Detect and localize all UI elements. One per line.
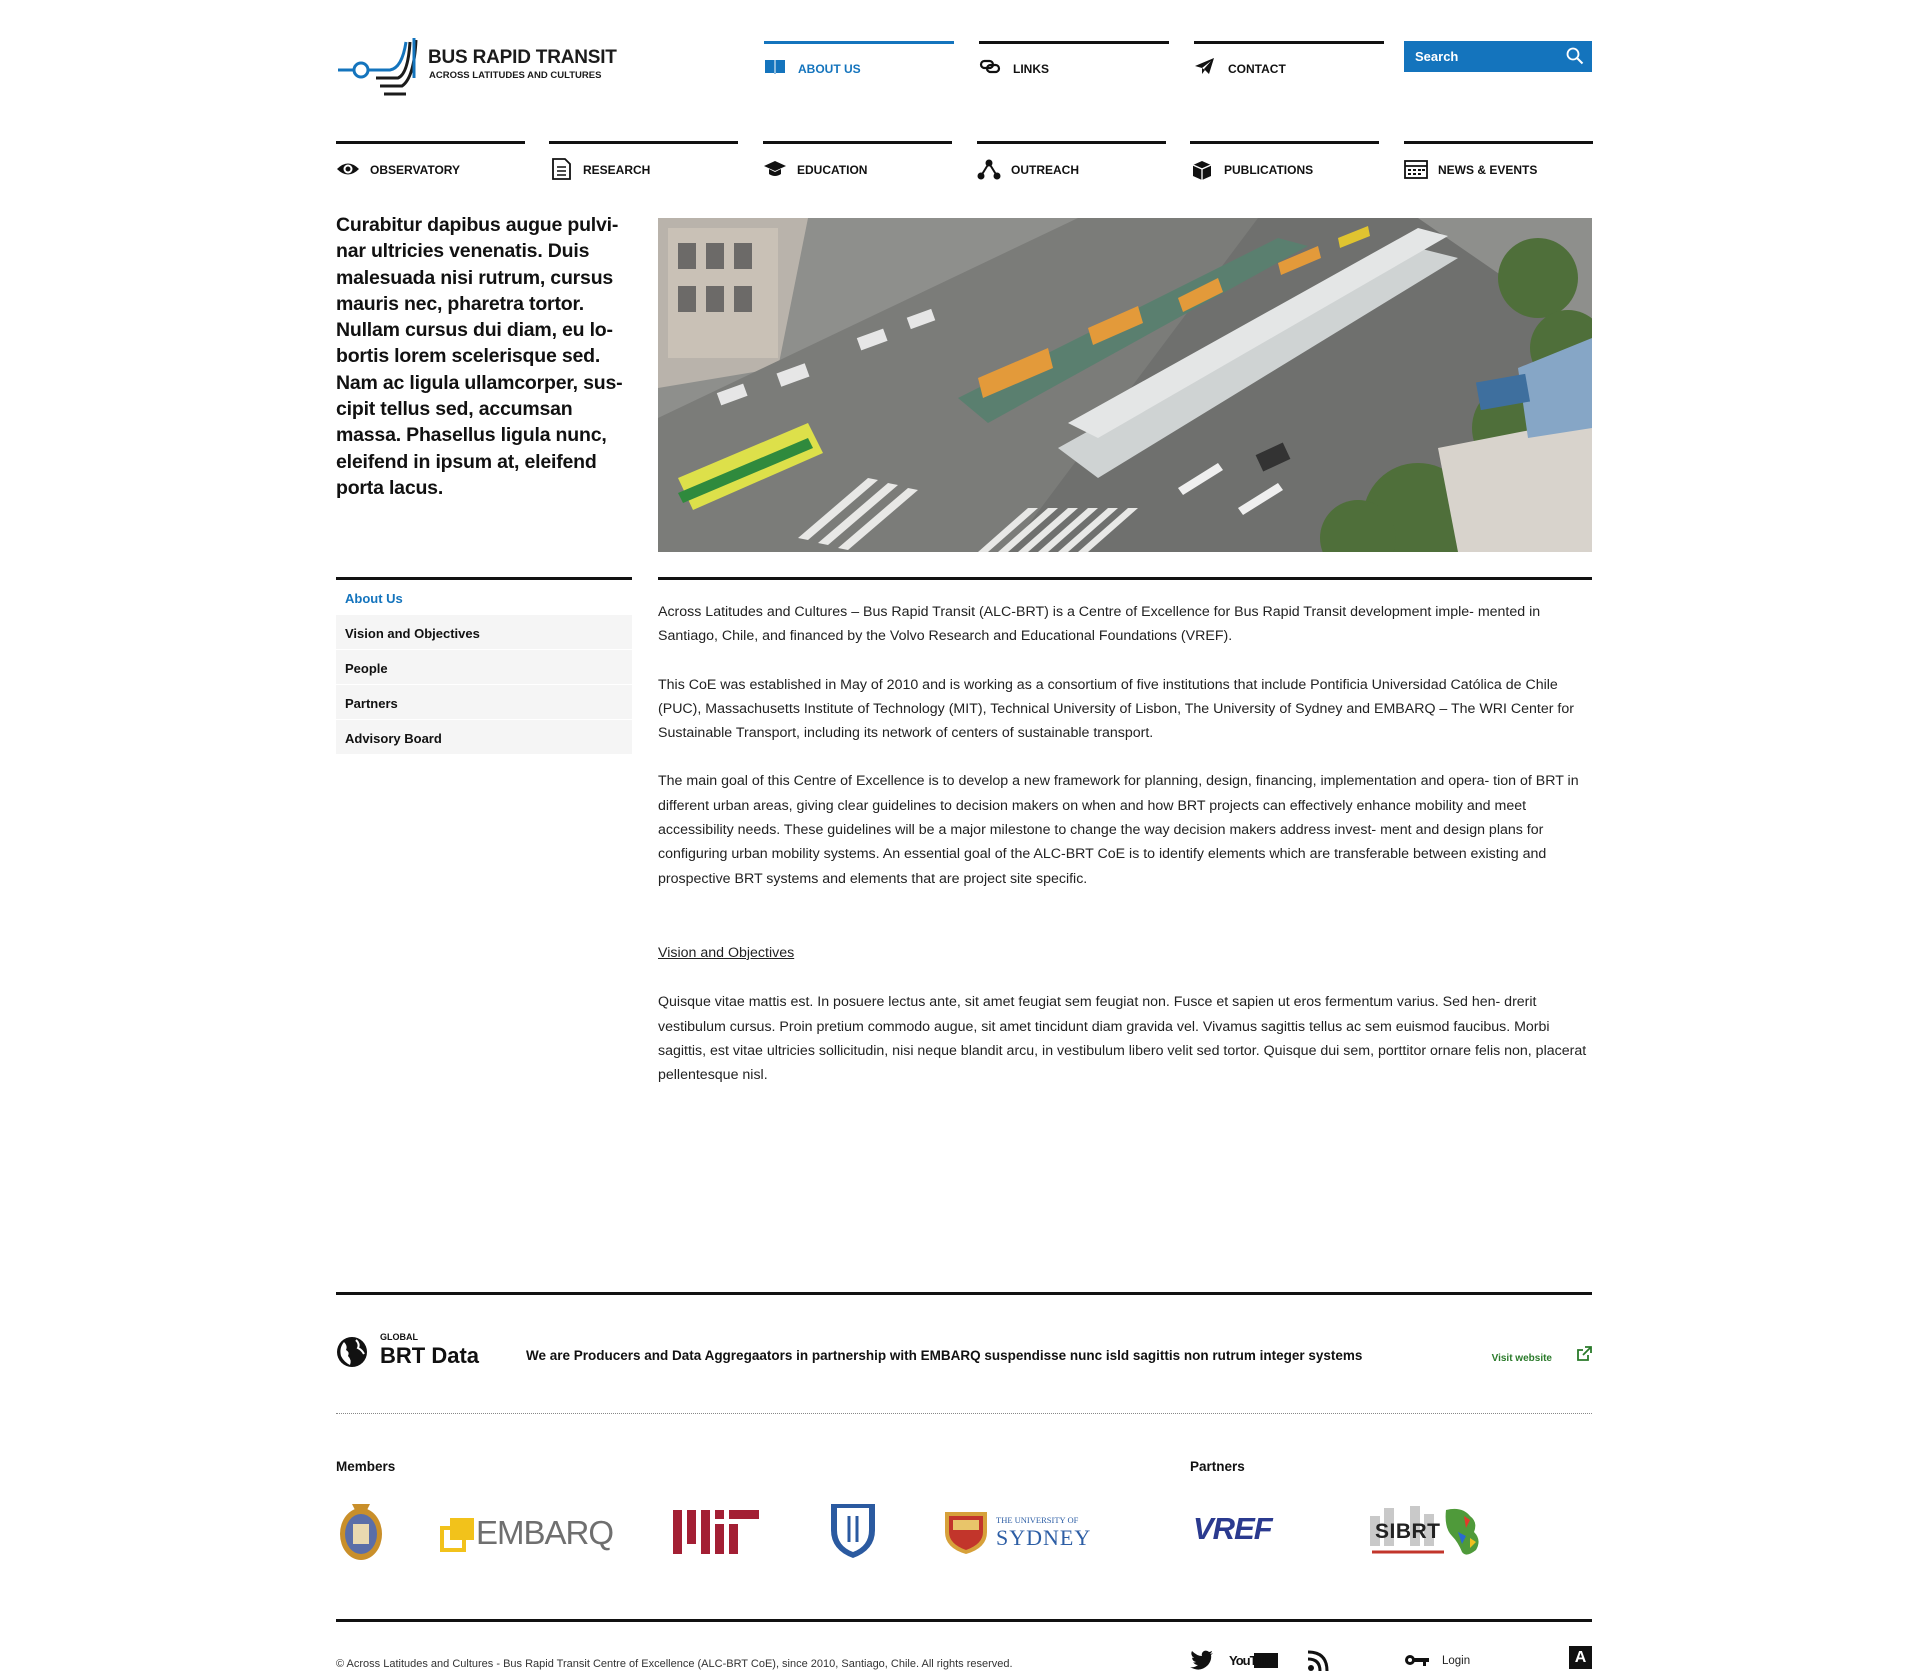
mainnav-label: EDUCATION [797,163,868,177]
global-brt-data-band [336,1292,1592,1414]
mainnav-news-events[interactable] [1404,141,1593,181]
sibrt-logo[interactable] [1366,1502,1496,1562]
sidemenu-partners[interactable]: Partners [336,685,632,719]
page [336,0,1592,1676]
brt-label-big: BRT Data [380,1343,480,1368]
mainnav-outreach[interactable] [977,141,1166,181]
globe-icon [336,1336,368,1368]
mainnav-observatory[interactable] [336,141,525,181]
topnav-about-us[interactable] [764,41,954,81]
sydney-big-text: SYDNEY [996,1525,1092,1550]
topnav-label: CONTACT [1228,62,1286,76]
sydney-logo[interactable] [943,1506,1093,1558]
sidemenu-people[interactable]: People [336,650,632,684]
topnav-links[interactable] [979,41,1169,81]
paper-plane-icon [1194,57,1216,75]
accessibility-button[interactable]: A [1569,1646,1592,1669]
members-heading: Members [336,1459,396,1474]
mainnav-label: OBSERVATORY [370,163,461,177]
brt-label-small: GLOBAL [380,1332,418,1342]
mainnav-label: PUBLICATIONS [1224,163,1314,177]
sydney-small-text: THE UNIVERSITY OF [996,1515,1079,1525]
copyright-text: © Across Latitudes and Cultures - Bus Rapid Transit Centre of Excellence (ALC-BRT CoE), since 2010, Santiago, Chile. All rights reserved. [336,1658,1013,1670]
site-subtitle: ACROSS LATITUDES AND CULTURES [429,70,602,81]
puc-logo[interactable] [338,1500,384,1562]
login-link[interactable]: Login [1442,1655,1471,1667]
mainnav-education[interactable] [763,141,952,181]
hero-image [658,218,1592,552]
search-box[interactable] [1404,41,1592,72]
sydney-crest-icon [943,1506,989,1556]
network-icon [977,158,1001,180]
content-paragraph: Quisque vitae mattis est. In posuere lectus ante, sit amet feugiat sem feugiat non. Fusce et sapien ut eros fermentum varius. Sed hen- drerit vestibulum cursus. Proin pretium commodo augue, sit amet tincidunt diam gravida vel. Vivamus sagittis tellus ac sem euismod faucibus. Morbi sagittis, est vitae ultricies sollicitudin, nisi neque blandit arcu, in vestibulum libero velit sed tortor. Quisque dui sem, porttitor ornare felis non, placerat pellentesque nisl. [658,994,1587,1084]
vref-logo[interactable]: VREF [1193,1511,1272,1546]
youtube-icon[interactable] [1229,1652,1277,1672]
sidemenu-vision-objectives[interactable]: Vision and Objectives [336,615,632,649]
embarq-text: EMBARQ [476,1514,614,1551]
topnav-label: LINKS [1013,62,1049,76]
partners-heading: Partners [1190,1459,1245,1474]
mainnav-research[interactable] [549,141,738,181]
twitter-icon[interactable] [1190,1650,1214,1670]
search-icon[interactable] [1566,47,1584,65]
document-icon [549,158,573,180]
box-icon [1190,158,1214,180]
embarq-mark-icon [440,1516,476,1552]
eye-icon [336,158,360,180]
content-paragraph: Across Latitudes and Cultures – Bus Rapid Transit (ALC-BRT) is a Centre of Excellence for Bus Rapid Transit development imple- mented in Santiago, Chile, and financed by the Volvo Research and Educational Foundations (VREF). [658,604,1541,645]
key-icon[interactable] [1404,1653,1430,1667]
visit-website-link[interactable]: Visit website [1491,1353,1552,1364]
youtube-text: YouTube [1229,1653,1276,1668]
brt-description: We are Producers and Data Aggregaators in partnership with EMBARQ suspendisse nunc isld sagittis non rutrum integer systems [526,1348,1363,1363]
mainnav-label: OUTREACH [1011,163,1079,177]
sidemenu-advisory-board[interactable]: Advisory Board [336,720,632,754]
search-placeholder: Search [1415,49,1459,64]
lisbon-logo[interactable] [829,1502,877,1560]
site-title: BUS RAPID TRANSIT [428,47,617,68]
sibrt-text: SIBRT [1375,1520,1441,1543]
link-icon [979,57,1001,75]
embarq-logo[interactable] [440,1514,620,1554]
mainnav-publications[interactable] [1190,141,1379,181]
mainnav-label: RESEARCH [583,163,651,177]
book-icon [764,57,786,75]
vision-objectives-link[interactable]: Vision and Objectives [658,944,795,961]
mainnav-label: NEWS & EVENTS [1438,163,1538,177]
side-menu [336,577,632,755]
topnav-contact[interactable] [1194,41,1384,81]
footer [336,1619,1592,1676]
calendar-icon [1404,158,1428,180]
sidemenu-about-us[interactable]: About Us [336,580,632,614]
graduation-cap-icon [763,158,787,180]
site-logo[interactable] [336,38,636,104]
intro-text: Curabitur dapibus augue pulvi- nar ultricies venenatis. Duis malesuada nisi rutrum, cursus mauris nec, pharetra tortor. Nullam cursus dui diam, eu lo- bortis lorem scelerisque sed. Nam ac ligula ullamcorper, sus- cipit tellus sed, accumsan massa. Phasellus ligula nunc, eleifend in ipsum at, eleifend porta lacus. [336,214,623,499]
mit-logo[interactable] [673,1510,759,1554]
brt-logo-icon [336,38,426,102]
content-paragraph: The main goal of this Centre of Excellence is to develop a new framework for planning, design, financing, implementation and opera- tion of BRT in different urban areas, giving clear guidelines to decision makers on when and how BRT projects can effectively enhance mobility and meet accessibility needs. These guidelines will be a major milestone to change the way decision makers address invest- ment and design plans for configuring urban mobility systems. An essential goal of the ALC-BRT CoE is to identify elements which are transferable between existing and prospective BRT systems and elements that are project site specific. [658,773,1579,887]
main-content [658,577,1592,1111]
rss-icon[interactable] [1307,1650,1329,1672]
external-link-icon[interactable] [1576,1346,1592,1362]
content-paragraph: This CoE was established in May of 2010 and is working as a consortium of five institutions that include Pontificia Universidad Católica de Chile (PUC), Massachusetts Institute of Technology (MIT), Technical University of Lisbon, The University of Sydney and EMBARQ – The WRI Center for Sustainable Transport, including its network of centers of sustainable transport. [658,676,1574,742]
topnav-label: ABOUT US [798,62,861,76]
